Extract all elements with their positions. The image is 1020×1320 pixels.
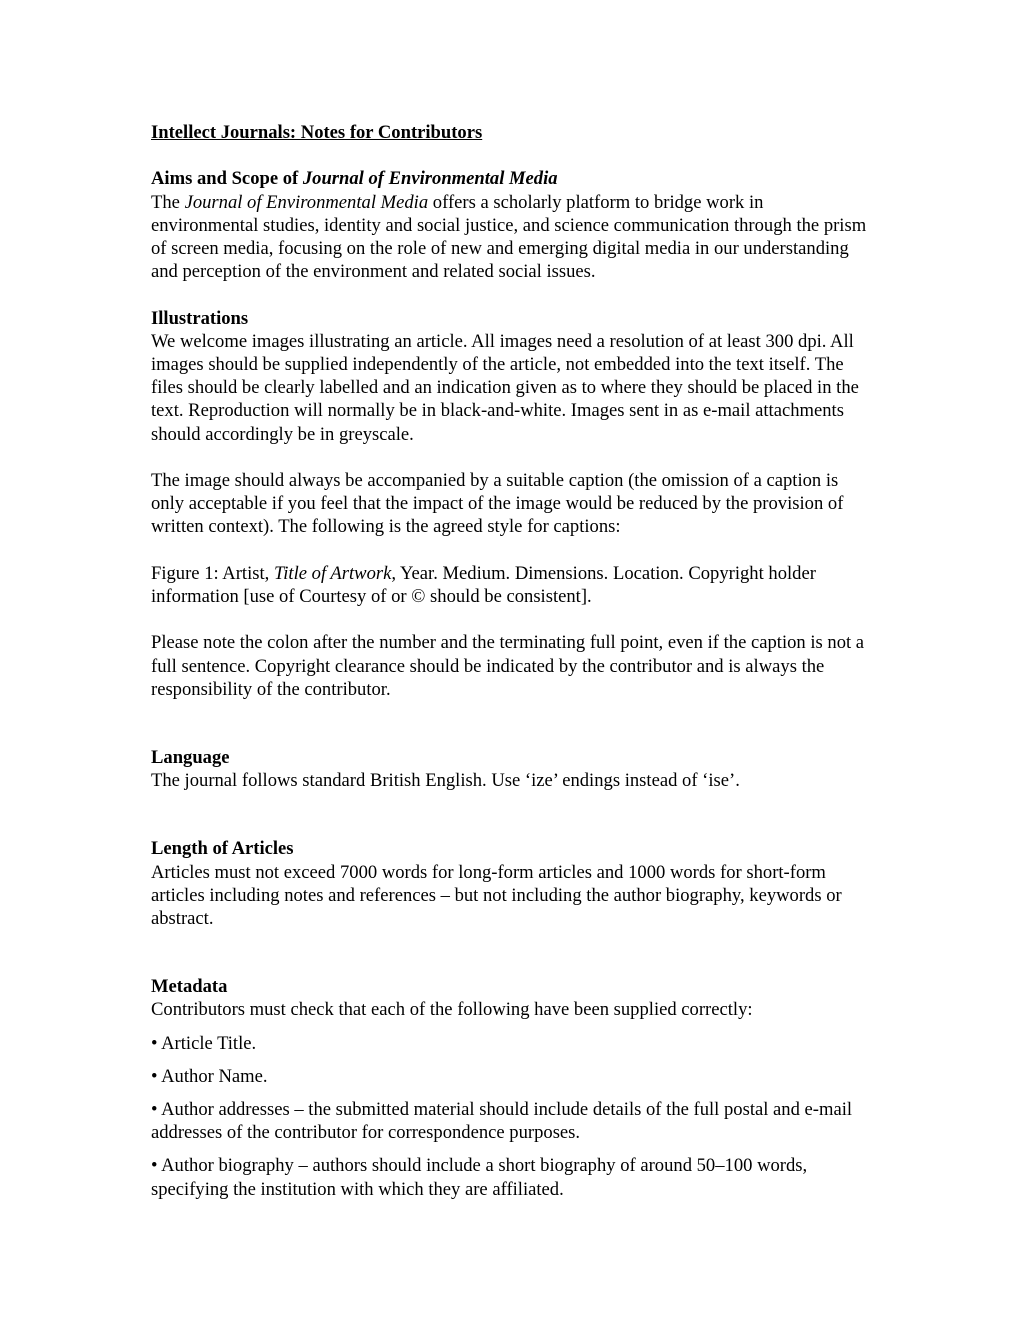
section-length-of-articles [151,837,875,930]
caption-example-italic: Title of Artwork, [273,562,397,584]
section-heading-illustrations: Illustrations [151,307,249,329]
list-item: • Article Title. [151,1032,257,1054]
language-paragraph: The journal follows standard British English. Use ‘ize’ endings instead of ‘ise’. [151,770,740,792]
caption-example-start: Figure 1: Artist, [151,562,274,584]
aims-paragraph [151,191,875,284]
metadata-list [151,1032,875,1201]
caption-example [151,562,875,608]
caption-example-rest: Year. Medium. Dimensions. Location. Copyright holder information [use of Courtesy of or © should be consistent]. [151,562,816,607]
section-heading-metadata: Metadata [151,976,228,998]
aims-heading-prefix: Aims and Scope of [151,168,303,190]
section-heading-aims [151,167,875,190]
document-page [151,121,875,1201]
illustrations-paragraph-2: The image should always be accompanied by a suitable caption (the omission of a caption is only acceptable if you feel that the impact of the image would be reduced by the provision of written context). The following is the agreed style for captions: [151,470,844,538]
section-illustrations [151,307,875,701]
list-item: • Author biography – authors should include a short biography of around 50–100 words, specifying the institution with which they are affiliated. [151,1155,808,1200]
list-item: • Author addresses – the submitted material should include details of the full postal and e-mail addresses of the contributor for correspondence purposes. [151,1099,853,1144]
list-item: • Author Name. [151,1065,268,1087]
section-heading-length: Length of Articles [151,838,294,860]
aims-text-journal: Journal of Environmental Media [184,191,429,213]
aims-text-rest: offers a scholarly platform to bridge work in environmental studies, identity and social justice, and science communication through the prism of screen media, focusing on the role of new and emerging digital media in our understanding and perception of the environment and related social issues. [151,191,867,283]
metadata-intro: Contributors must check that each of the following have been supplied correctly: [151,999,753,1021]
aims-text-start: The [151,191,185,213]
document-title: Intellect Journals: Notes for Contributors [151,122,483,143]
section-language [151,746,875,792]
illustrations-paragraph-1: We welcome images illustrating an article. All images need a resolution of at least 300 dpi. All images should be supplied independently of the article, not embedded into the text itself. The files should be clearly labelled and an indication given as to where they should be placed in the text. Reproduction will normally be in black-and-white. Images sent in as e-mail attachments should accordingly be in greyscale. [151,330,859,445]
section-metadata [151,975,875,1201]
illustrations-paragraph-4: Please note the colon after the number and the terminating full point, even if the caption is not a full sentence. Copyright clearance should be indicated by the contributor and is always the responsibility of the contributor. [151,632,865,700]
length-paragraph: Articles must not exceed 7000 words for long-form articles and 1000 words for short-form articles including notes and references – but not including the author biography, keywords or abstract. [151,861,842,930]
section-heading-language: Language [151,747,230,768]
section-aims-and-scope [151,167,875,283]
aims-heading-journal: Journal of Environmental Media [302,168,558,190]
